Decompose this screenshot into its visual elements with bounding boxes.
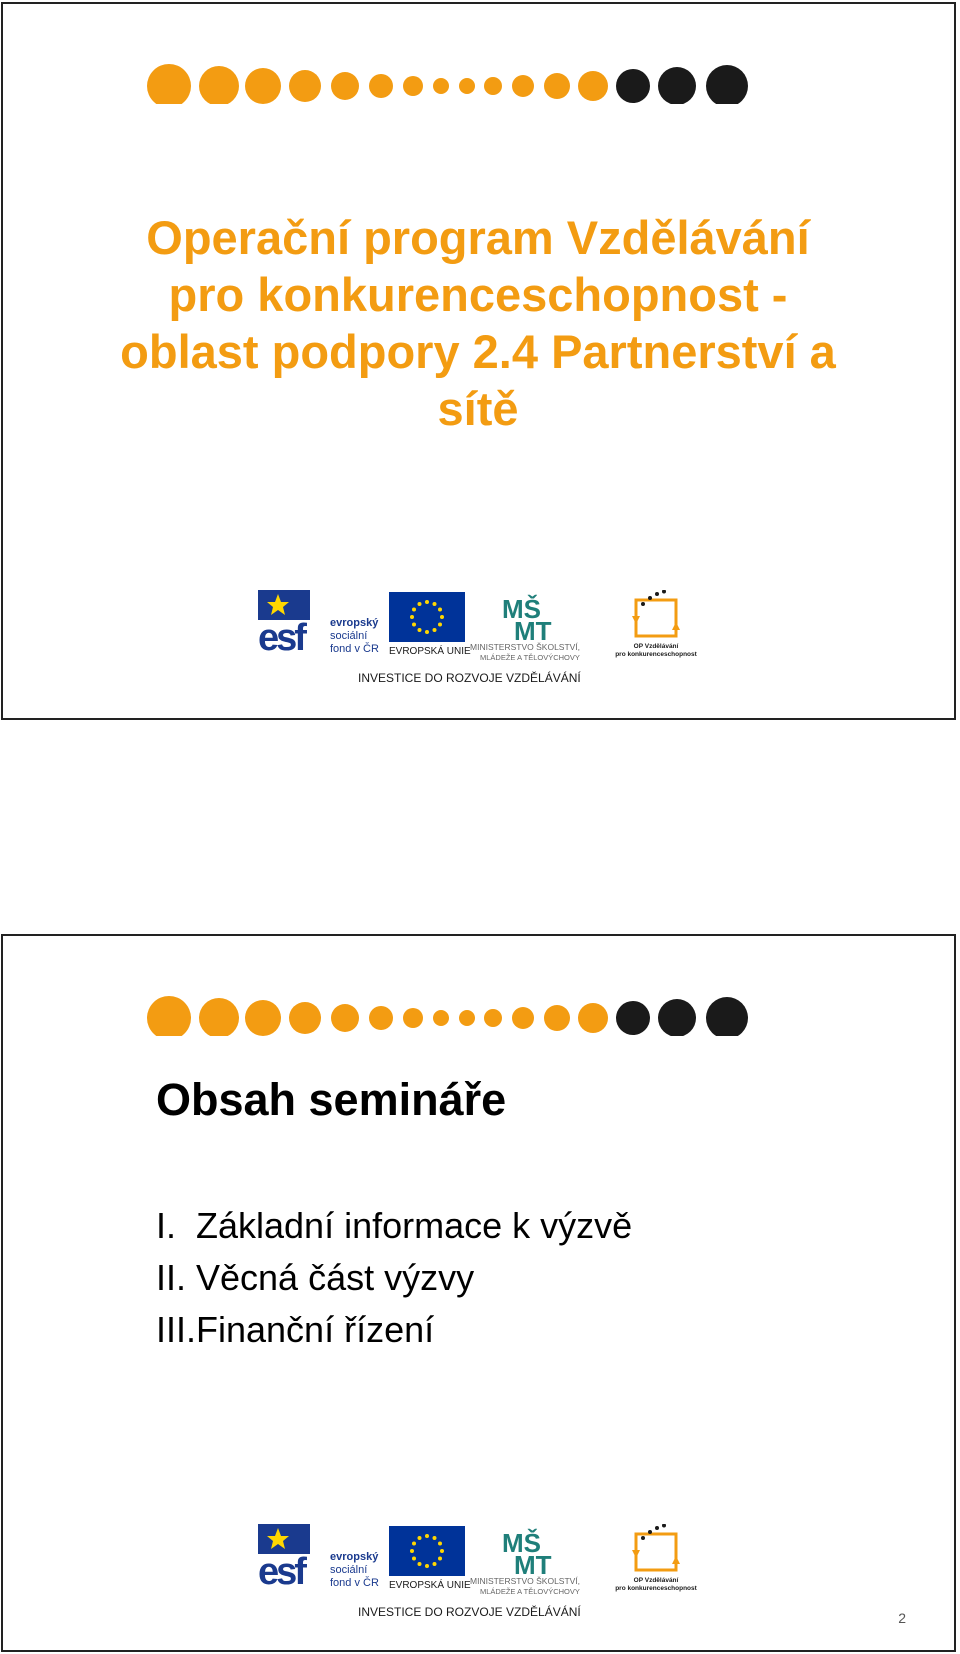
esf-logo: [258, 1524, 379, 1593]
title-line-2: pro konkurenceschopnost -: [168, 268, 788, 321]
svg-text:MT: MT: [514, 616, 552, 646]
decorative-dot: [289, 1002, 321, 1034]
svg-text:esf: esf: [258, 617, 304, 659]
esf-line3: fond v ČR: [330, 643, 379, 655]
msmt-line2: MLÁDEŽE A TĚLOVÝCHOVY: [480, 1587, 580, 1596]
decorative-dot: [578, 1003, 608, 1033]
decorative-dot: [544, 73, 570, 99]
item-text: Finanční řízení: [196, 1309, 435, 1350]
op-line2: pro konkurenceschopnost: [615, 1585, 697, 1592]
svg-text:MT: MT: [514, 1550, 552, 1580]
logo-bar: [258, 590, 708, 685]
msmt-logo: [470, 594, 580, 662]
decorative-dot: [512, 1007, 534, 1029]
title-line-1: Operační program Vzdělávání: [146, 211, 810, 264]
item-number: II.: [156, 1257, 187, 1298]
contents-list: [156, 1200, 632, 1356]
decorative-dot-row: [3, 4, 958, 104]
esf-line2: sociální: [330, 1564, 368, 1576]
msmt-line1: MINISTERSTVO ŠKOLSTVÍ,: [470, 1576, 581, 1586]
msmt-logo: [470, 1528, 580, 1596]
title-slide: [1, 2, 956, 720]
op-vk-logo: [615, 1524, 697, 1592]
op-line1: OP Vzdělávání: [633, 643, 679, 650]
decorative-dot: [147, 996, 191, 1036]
eu-flag-logo: [389, 592, 471, 657]
contents-slide: [1, 934, 956, 1652]
svg-text:MŠ: MŠ: [502, 1528, 541, 1558]
item-number: I.: [156, 1205, 177, 1246]
eu-label: EVROPSKÁ UNIE: [389, 646, 471, 657]
decorative-dot: [331, 72, 359, 100]
decorative-dot-row: [3, 936, 958, 1036]
logo-bar: [258, 1524, 708, 1619]
decorative-dot: [245, 1000, 281, 1036]
esf-logo: [258, 590, 379, 659]
svg-text:MŠ: MŠ: [502, 594, 541, 624]
esf-line2: sociální: [330, 630, 368, 642]
list-item: [156, 1252, 632, 1304]
decorative-dot: [512, 75, 534, 97]
tagline: INVESTICE DO ROZVOJE VZDĚLÁVÁNÍ: [358, 1605, 581, 1619]
op-line1: OP Vzdělávání: [633, 1577, 679, 1584]
decorative-dot: [245, 68, 281, 104]
decorative-dot: [199, 998, 239, 1036]
esf-line1: evropský: [330, 1551, 379, 1563]
item-text: Věcná část výzvy: [196, 1257, 475, 1298]
op-line2: pro konkurenceschopnost: [615, 651, 697, 658]
eu-label: EVROPSKÁ UNIE: [389, 1580, 471, 1591]
decorative-dot: [433, 1010, 449, 1026]
decorative-dot: [369, 1006, 393, 1030]
decorative-dot: [616, 69, 650, 103]
title-line-4: sítě: [437, 382, 519, 435]
decorative-dot: [706, 997, 748, 1036]
decorative-dot: [706, 65, 748, 104]
item-text: Základní informace k výzvě: [196, 1205, 633, 1246]
decorative-dot: [403, 76, 423, 96]
slide-title: Obsah semináře: [156, 1074, 507, 1125]
tagline: INVESTICE DO ROZVOJE VZDĚLÁVÁNÍ: [358, 671, 581, 685]
decorative-dot: [199, 66, 239, 104]
decorative-dot: [578, 71, 608, 101]
decorative-dot: [459, 78, 475, 94]
slide-title: [43, 209, 913, 437]
decorative-dot: [484, 1009, 502, 1027]
list-item: [156, 1304, 632, 1356]
decorative-dot: [484, 77, 502, 95]
eu-flag-logo: [389, 1526, 471, 1591]
decorative-dot: [658, 67, 696, 104]
decorative-dot: [658, 999, 696, 1036]
decorative-dot: [544, 1005, 570, 1031]
msmt-line2: MLÁDEŽE A TĚLOVÝCHOVY: [480, 653, 580, 662]
esf-line3: fond v ČR: [330, 1577, 379, 1589]
decorative-dot: [433, 78, 449, 94]
decorative-dot: [147, 64, 191, 104]
title-line-3: oblast podpory 2.4 Partnerství a: [120, 325, 836, 378]
item-number: III.: [156, 1309, 197, 1350]
op-vk-logo: [615, 590, 697, 658]
svg-text:esf: esf: [258, 1551, 304, 1593]
list-item: [156, 1200, 632, 1252]
page-number: 2: [898, 1610, 906, 1626]
decorative-dot: [369, 74, 393, 98]
decorative-dot: [459, 1010, 475, 1026]
decorative-dot: [289, 70, 321, 102]
decorative-dot: [616, 1001, 650, 1035]
msmt-line1: MINISTERSTVO ŠKOLSTVÍ,: [470, 642, 581, 652]
decorative-dot: [403, 1008, 423, 1028]
esf-line1: evropský: [330, 617, 379, 629]
decorative-dot: [331, 1004, 359, 1032]
